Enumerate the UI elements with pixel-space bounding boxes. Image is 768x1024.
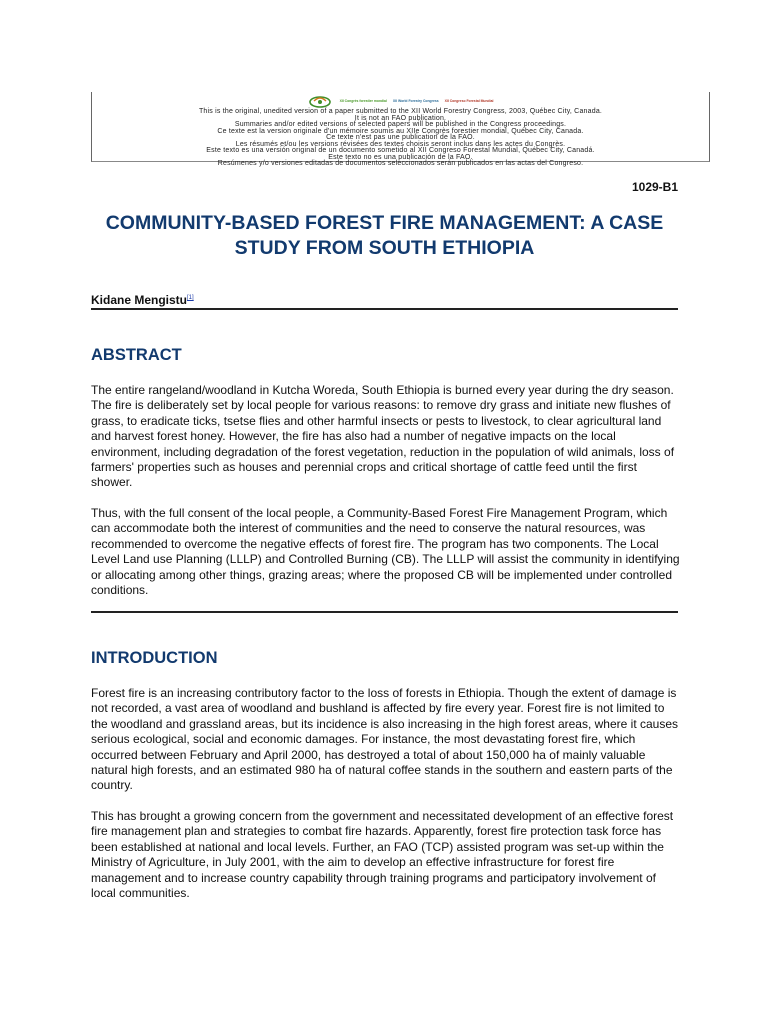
banner-line: It is not an FAO publication.	[354, 114, 447, 122]
banner-line: Este texto es una versión original de un documento sometido al XII Congreso Forestal Mundial, Québec City, Canadá.	[206, 147, 595, 154]
congress-banner	[91, 92, 710, 167]
banner-lang-en: XII World Forestry Congress	[392, 99, 439, 103]
banner-line: Ce texte est la version originale d'un mémoire soumis au XIIe Congrès forestier mondial, Québec City, Canada.	[217, 127, 584, 135]
banner-line: Este texto no es una publicación de la FAO.	[328, 153, 473, 161]
introduction-heading: INTRODUCTION	[91, 649, 218, 667]
congress-logo-icon	[308, 94, 332, 108]
divider	[91, 611, 678, 613]
author-line	[91, 293, 194, 307]
paper-title: COMMUNITY-BASED FOREST FIRE MANAGEMENT: A CASE STUDY FROM SOUTH ETHIOPIA	[105, 212, 664, 259]
abstract-paragraph: The entire rangeland/woodland in Kutcha Woreda, South Ethiopia is burned every year during the dry season. The fire is deliberately set by local people for various reasons: to remove dry grass and initiate new flushes of grass, to eradicate ticks, tsetse flies and other harmful insects or pests to livestock, to clear agricultural land and harvest forest honey. However, the fire has also had a number of negative impacts on the local environment, including degradation of the forest vegetation, reduction in the population of wild animals, loss of farmers' properties such as houses and perennial crops and critical shortage of cattle feed until the first shower.	[91, 383, 675, 490]
banner-line: Les résumés et/ou les versions révisées des textes choisis seront inclus dans les actes du Congrès.	[235, 140, 566, 148]
banner-languages	[340, 99, 494, 103]
banner-disclaimer	[92, 109, 709, 168]
banner-lang-fr: XII Congrès forestier mondial	[339, 99, 387, 103]
banner-header	[92, 94, 709, 108]
introduction-paragraph: This has brought a growing concern from the government and necessitated development of an effective forest fire management plan and strategies to combat fire hazards. Apparently, forest fire protection task force has been established at national and local levels. Further, an FAO (TCP) assisted program was set-up within the Ministry of Agriculture, in July 2001, with the aim to develop an effective infrastructure for forest fire management and to increase country capability through training programs and participatory involvement of local communities.	[91, 809, 674, 901]
document-code: 1029-B1	[631, 180, 678, 194]
banner-line: Summaries and/or edited versions of selected papers will be published in the Congress proceedings.	[234, 121, 567, 128]
introduction-paragraph: Forest fire is an increasing contributory factor to the loss of forests in Ethiopia. Though the extent of damage is not recorded, a vast area of woodland and bushland is affected by fire every year. Forest fire is not limited to the woodland and grassland areas, but its incidence is also increasing in the high forest areas, where it causes serious ecological, social and economic damages. For instance, the most devastating forest fire, which occurred between February and April 2000, has destroyed a total of about 150,000 ha of mainly valuable natural high forests, and an estimated 980 ha of natural coffee stands in the southern and eastern parts of the country.	[91, 686, 679, 793]
banner-lang-es: XII Congreso Forestal Mundial	[444, 99, 494, 103]
banner-line: This is the original, unedited version of a paper submitted to the XII World Forestry Congress, 2003, Québec City, Canada.	[198, 108, 603, 115]
banner-line: Ce texte n'est pas une publication de la FAO.	[326, 134, 475, 141]
abstract-paragraph: Thus, with the full consent of the local people, a Community-Based Forest Fire Management Program, which can accommodate both the interest of communities and the need to conserve the natural resources, was recommended to overcome the negative effects of forest fire. The program has two components. The Local Level Land use Planning (LLLP) and Controlled Burning (CB). The LLLP will assist the community in identifying or allocating among other things, grazing areas; where the proposed CB will be implemented under controlled conditions.	[91, 506, 680, 598]
banner-line: Resúmenes y/o versiones editadas de documentos seleccionados serán publicados en las actas del Congreso.	[217, 160, 584, 167]
divider	[91, 308, 678, 310]
author-name: Kidane Mengistu	[91, 293, 188, 307]
abstract-heading: ABSTRACT	[91, 346, 182, 364]
author-footnote-link[interactable]: [1]	[187, 295, 194, 301]
